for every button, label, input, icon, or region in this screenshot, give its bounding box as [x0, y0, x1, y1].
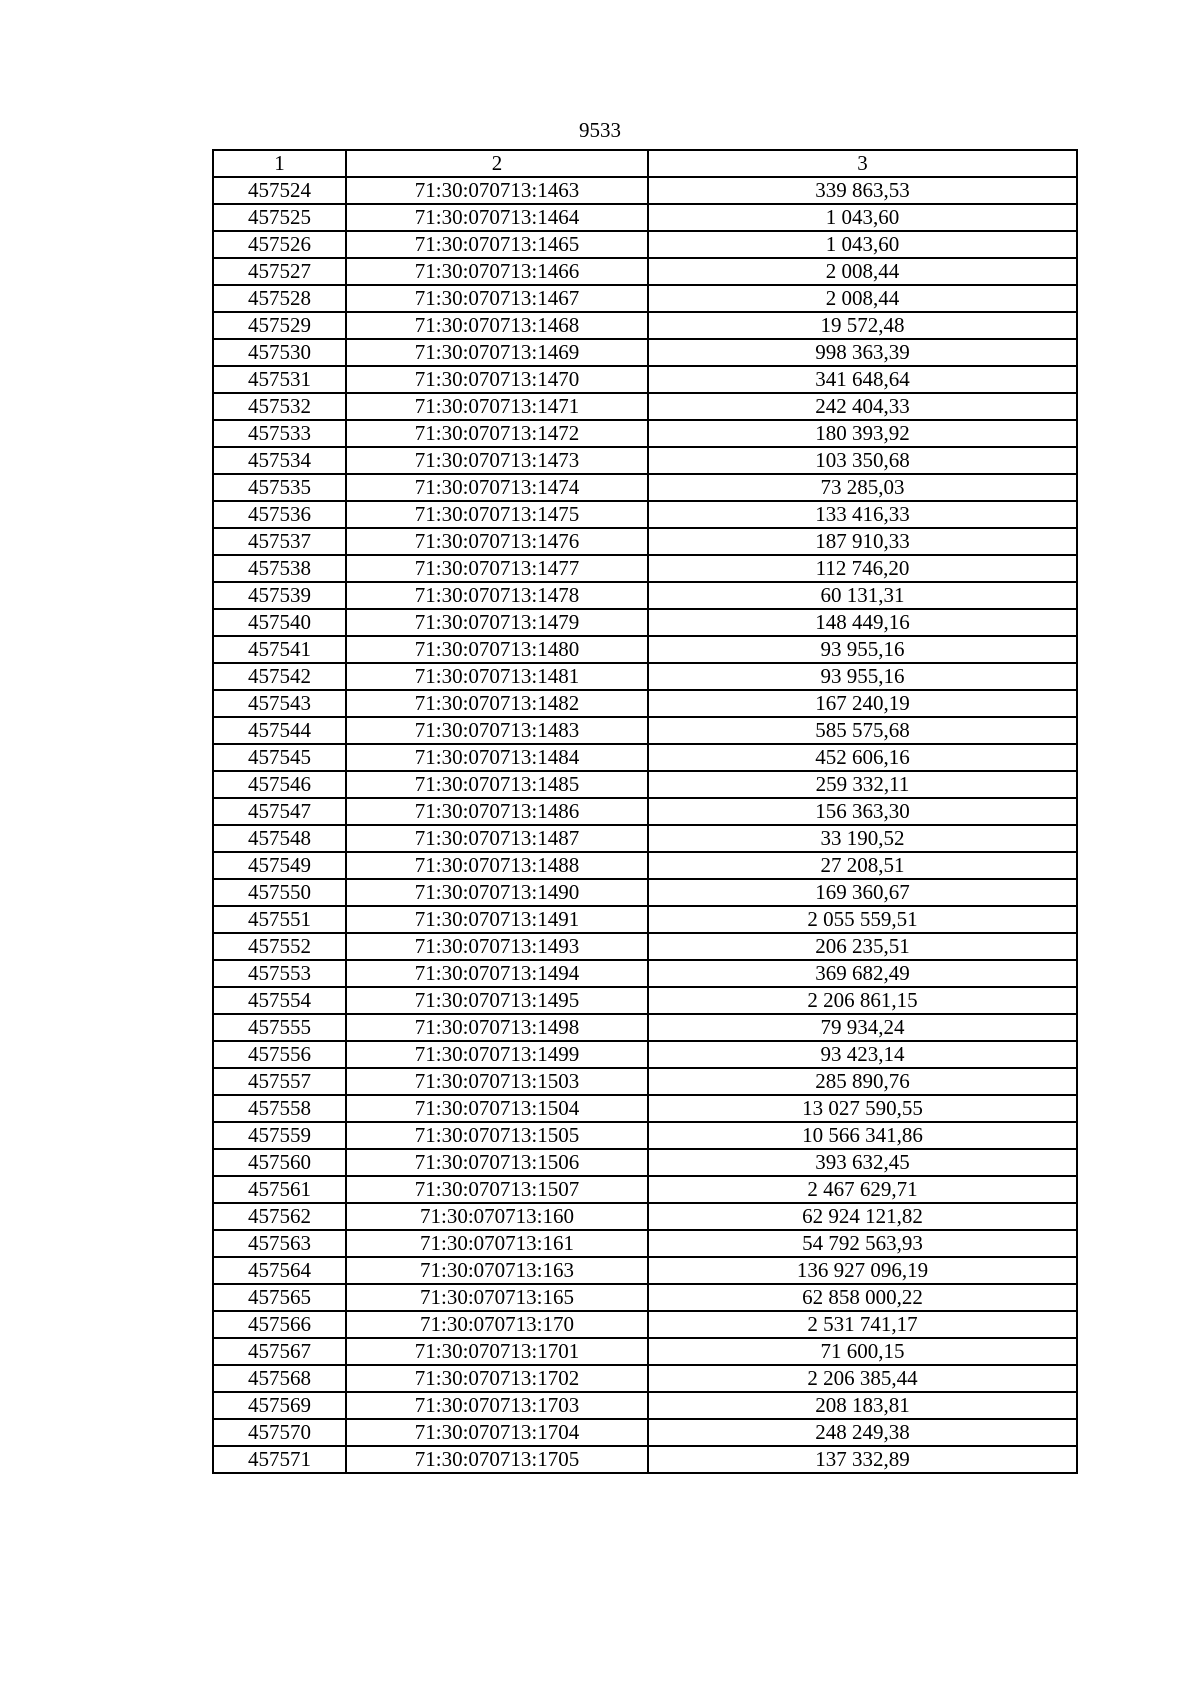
table-cell-col-2: 71:30:070713:170: [346, 1311, 648, 1338]
table-row: [213, 987, 1077, 1014]
table-cell-col-1: 457538: [213, 555, 346, 582]
table-cell-col-1: 457549: [213, 852, 346, 879]
table-cell-col-2: 71:30:070713:1474: [346, 474, 648, 501]
table-row: [213, 852, 1077, 879]
table-cell-col-1: 457527: [213, 258, 346, 285]
table-row: [213, 1203, 1077, 1230]
table-row: [213, 1230, 1077, 1257]
table-cell-col-1: 457567: [213, 1338, 346, 1365]
table-cell-col-2: 71:30:070713:1705: [346, 1446, 648, 1473]
table-cell-col-2: 71:30:070713:1481: [346, 663, 648, 690]
table-row: [213, 960, 1077, 987]
table-cell-col-1: 457570: [213, 1419, 346, 1446]
table-cell-col-1: 457544: [213, 717, 346, 744]
table-cell-col-2: 71:30:070713:1498: [346, 1014, 648, 1041]
table-cell-col-1: 457542: [213, 663, 346, 690]
table-cell-col-1: 457530: [213, 339, 346, 366]
header-cell-2: 2: [346, 150, 648, 177]
table-cell-col-3: 73 285,03: [648, 474, 1077, 501]
table-cell-col-3: 156 363,30: [648, 798, 1077, 825]
table-cell-col-1: 457533: [213, 420, 346, 447]
table-cell-col-2: 71:30:070713:161: [346, 1230, 648, 1257]
table-cell-col-2: 71:30:070713:1477: [346, 555, 648, 582]
table-row: [213, 1041, 1077, 1068]
table-cell-col-1: 457556: [213, 1041, 346, 1068]
table-row: [213, 501, 1077, 528]
table-cell-col-2: 71:30:070713:1467: [346, 285, 648, 312]
table-cell-col-2: 71:30:070713:1491: [346, 906, 648, 933]
table-row: [213, 825, 1077, 852]
table-cell-col-3: 60 131,31: [648, 582, 1077, 609]
table-cell-col-1: 457548: [213, 825, 346, 852]
table-cell-col-3: 33 190,52: [648, 825, 1077, 852]
table-cell-col-2: 71:30:070713:1488: [346, 852, 648, 879]
table-cell-col-2: 71:30:070713:1702: [346, 1365, 648, 1392]
table-cell-col-1: 457526: [213, 231, 346, 258]
table-cell-col-3: 133 416,33: [648, 501, 1077, 528]
table-cell-col-3: 248 249,38: [648, 1419, 1077, 1446]
table-row: [213, 528, 1077, 555]
table-cell-col-1: 457564: [213, 1257, 346, 1284]
table-cell-col-1: 457555: [213, 1014, 346, 1041]
table-row: [213, 690, 1077, 717]
table-row: [213, 771, 1077, 798]
table-cell-col-1: 457560: [213, 1149, 346, 1176]
table-cell-col-1: 457561: [213, 1176, 346, 1203]
page-number: 9533: [579, 118, 621, 142]
table-row: [213, 933, 1077, 960]
table-cell-col-3: 369 682,49: [648, 960, 1077, 987]
table-row: [213, 636, 1077, 663]
table-row: [213, 555, 1077, 582]
header-row: [213, 150, 1077, 177]
table-cell-col-1: 457553: [213, 960, 346, 987]
table-header: [213, 150, 1077, 177]
table-cell-col-2: 71:30:070713:1486: [346, 798, 648, 825]
table-cell-col-1: 457566: [213, 1311, 346, 1338]
table-row: [213, 366, 1077, 393]
table-cell-col-3: 62 924 121,82: [648, 1203, 1077, 1230]
table-row: [213, 258, 1077, 285]
table-row: [213, 1311, 1077, 1338]
table-row: [213, 1257, 1077, 1284]
table-cell-col-3: 137 332,89: [648, 1446, 1077, 1473]
table-cell-col-2: 71:30:070713:1482: [346, 690, 648, 717]
table-cell-col-3: 62 858 000,22: [648, 1284, 1077, 1311]
table-cell-col-2: 71:30:070713:1470: [346, 366, 648, 393]
table-row: [213, 609, 1077, 636]
table-cell-col-2: 71:30:070713:1499: [346, 1041, 648, 1068]
table-cell-col-1: 457539: [213, 582, 346, 609]
table-row: [213, 447, 1077, 474]
table-cell-col-2: 71:30:070713:1479: [346, 609, 648, 636]
table-row: [213, 420, 1077, 447]
table-cell-col-1: 457534: [213, 447, 346, 474]
table-cell-col-2: 71:30:070713:1704: [346, 1419, 648, 1446]
table-cell-col-3: 93 955,16: [648, 636, 1077, 663]
table-cell-col-1: 457525: [213, 204, 346, 231]
table-row: [213, 1014, 1077, 1041]
table-row: [213, 1338, 1077, 1365]
table-cell-col-1: 457557: [213, 1068, 346, 1095]
table-cell-col-3: 2 008,44: [648, 258, 1077, 285]
table-cell-col-1: 457552: [213, 933, 346, 960]
table-cell-col-2: 71:30:070713:1466: [346, 258, 648, 285]
table-row: [213, 1392, 1077, 1419]
table-cell-col-3: 167 240,19: [648, 690, 1077, 717]
table-cell-col-1: 457535: [213, 474, 346, 501]
table-cell-col-2: 71:30:070713:160: [346, 1203, 648, 1230]
table-cell-col-1: 457540: [213, 609, 346, 636]
table-cell-col-2: 71:30:070713:1493: [346, 933, 648, 960]
table-cell-col-1: 457536: [213, 501, 346, 528]
table-row: [213, 1284, 1077, 1311]
table-cell-col-3: 393 632,45: [648, 1149, 1077, 1176]
table-row: [213, 1095, 1077, 1122]
table-cell-col-3: 93 423,14: [648, 1041, 1077, 1068]
table-cell-col-2: 71:30:070713:1475: [346, 501, 648, 528]
table-cell-col-2: 71:30:070713:1505: [346, 1122, 648, 1149]
table-cell-col-3: 187 910,33: [648, 528, 1077, 555]
table-cell-col-2: 71:30:070713:1463: [346, 177, 648, 204]
table-row: [213, 1365, 1077, 1392]
data-table: [212, 149, 1078, 1474]
table-cell-col-1: 457569: [213, 1392, 346, 1419]
table-cell-col-3: 259 332,11: [648, 771, 1077, 798]
table-row: [213, 1446, 1077, 1473]
table-cell-col-3: 71 600,15: [648, 1338, 1077, 1365]
table-cell-col-1: 457562: [213, 1203, 346, 1230]
table-cell-col-3: 2 467 629,71: [648, 1176, 1077, 1203]
table-row: [213, 393, 1077, 420]
table-cell-col-1: 457532: [213, 393, 346, 420]
table-cell-col-1: 457568: [213, 1365, 346, 1392]
table-cell-col-2: 71:30:070713:1471: [346, 393, 648, 420]
table-row: [213, 663, 1077, 690]
table-cell-col-3: 1 043,60: [648, 204, 1077, 231]
table-cell-col-1: 457529: [213, 312, 346, 339]
table-cell-col-2: 71:30:070713:1484: [346, 744, 648, 771]
table-row: [213, 582, 1077, 609]
table-row: [213, 879, 1077, 906]
table-cell-col-2: 71:30:070713:1494: [346, 960, 648, 987]
table-cell-col-3: 585 575,68: [648, 717, 1077, 744]
table-cell-col-3: 54 792 563,93: [648, 1230, 1077, 1257]
table-cell-col-2: 71:30:070713:1703: [346, 1392, 648, 1419]
table-cell-col-1: 457550: [213, 879, 346, 906]
table-cell-col-2: 71:30:070713:1473: [346, 447, 648, 474]
table-row: [213, 1068, 1077, 1095]
table-row: [213, 339, 1077, 366]
table-cell-col-2: 71:30:070713:1507: [346, 1176, 648, 1203]
table-cell-col-2: 71:30:070713:165: [346, 1284, 648, 1311]
table-body: [213, 177, 1077, 1473]
table-cell-col-1: 457545: [213, 744, 346, 771]
table-cell-col-3: 242 404,33: [648, 393, 1077, 420]
table-cell-col-3: 136 927 096,19: [648, 1257, 1077, 1284]
table-cell-col-3: 206 235,51: [648, 933, 1077, 960]
table-cell-col-3: 452 606,16: [648, 744, 1077, 771]
table-cell-col-2: 71:30:070713:1503: [346, 1068, 648, 1095]
table-cell-col-3: 93 955,16: [648, 663, 1077, 690]
table-cell-col-1: 457524: [213, 177, 346, 204]
table-cell-col-2: 71:30:070713:1476: [346, 528, 648, 555]
table-cell-col-1: 457554: [213, 987, 346, 1014]
table-cell-col-1: 457571: [213, 1446, 346, 1473]
table-row: [213, 177, 1077, 204]
table-cell-col-3: 13 027 590,55: [648, 1095, 1077, 1122]
table-cell-col-2: 71:30:070713:1506: [346, 1149, 648, 1176]
table-cell-col-1: 457565: [213, 1284, 346, 1311]
table-row: [213, 1149, 1077, 1176]
table-cell-col-1: 457558: [213, 1095, 346, 1122]
table-cell-col-3: 2 008,44: [648, 285, 1077, 312]
table-cell-col-3: 169 360,67: [648, 879, 1077, 906]
table-cell-col-3: 180 393,92: [648, 420, 1077, 447]
table-cell-col-3: 112 746,20: [648, 555, 1077, 582]
table-row: [213, 717, 1077, 744]
table-cell-col-3: 27 208,51: [648, 852, 1077, 879]
table-row: [213, 798, 1077, 825]
table-cell-col-2: 71:30:070713:1480: [346, 636, 648, 663]
table-cell-col-3: 208 183,81: [648, 1392, 1077, 1419]
header-cell-3: 3: [648, 150, 1077, 177]
table-cell-col-3: 2 206 861,15: [648, 987, 1077, 1014]
table-row: [213, 906, 1077, 933]
table-cell-col-2: 71:30:070713:1472: [346, 420, 648, 447]
table-cell-col-3: 19 572,48: [648, 312, 1077, 339]
table-cell-col-3: 2 055 559,51: [648, 906, 1077, 933]
table-row: [213, 231, 1077, 258]
table-cell-col-3: 103 350,68: [648, 447, 1077, 474]
table-cell-col-3: 339 863,53: [648, 177, 1077, 204]
table-cell-col-3: 10 566 341,86: [648, 1122, 1077, 1149]
table-cell-col-3: 79 934,24: [648, 1014, 1077, 1041]
table-row: [213, 204, 1077, 231]
table-cell-col-2: 71:30:070713:1701: [346, 1338, 648, 1365]
table-cell-col-1: 457547: [213, 798, 346, 825]
table-cell-col-2: 71:30:070713:1487: [346, 825, 648, 852]
table-cell-col-2: 71:30:070713:1464: [346, 204, 648, 231]
table-cell-col-3: 148 449,16: [648, 609, 1077, 636]
table-cell-col-1: 457541: [213, 636, 346, 663]
table-row: [213, 1122, 1077, 1149]
table-cell-col-3: 285 890,76: [648, 1068, 1077, 1095]
table-cell-col-1: 457563: [213, 1230, 346, 1257]
table-cell-col-2: 71:30:070713:1490: [346, 879, 648, 906]
table-cell-col-2: 71:30:070713:1469: [346, 339, 648, 366]
table-cell-col-2: 71:30:070713:1485: [346, 771, 648, 798]
table-cell-col-2: 71:30:070713:1504: [346, 1095, 648, 1122]
table-cell-col-1: 457543: [213, 690, 346, 717]
table-row: [213, 312, 1077, 339]
table-cell-col-2: 71:30:070713:163: [346, 1257, 648, 1284]
table-cell-col-1: 457528: [213, 285, 346, 312]
table-cell-col-1: 457559: [213, 1122, 346, 1149]
table-cell-col-2: 71:30:070713:1478: [346, 582, 648, 609]
table-cell-col-3: 2 206 385,44: [648, 1365, 1077, 1392]
table-cell-col-2: 71:30:070713:1465: [346, 231, 648, 258]
table-cell-col-1: 457531: [213, 366, 346, 393]
header-cell-1: 1: [213, 150, 346, 177]
table-row: [213, 285, 1077, 312]
table-row: [213, 744, 1077, 771]
table-row: [213, 1419, 1077, 1446]
table-cell-col-1: 457537: [213, 528, 346, 555]
table-cell-col-1: 457546: [213, 771, 346, 798]
table-cell-col-2: 71:30:070713:1495: [346, 987, 648, 1014]
table-row: [213, 474, 1077, 501]
table-cell-col-3: 998 363,39: [648, 339, 1077, 366]
table-cell-col-3: 2 531 741,17: [648, 1311, 1077, 1338]
table-cell-col-3: 1 043,60: [648, 231, 1077, 258]
table-cell-col-2: 71:30:070713:1468: [346, 312, 648, 339]
table-cell-col-1: 457551: [213, 906, 346, 933]
table-row: [213, 1176, 1077, 1203]
table-cell-col-3: 341 648,64: [648, 366, 1077, 393]
table-cell-col-2: 71:30:070713:1483: [346, 717, 648, 744]
